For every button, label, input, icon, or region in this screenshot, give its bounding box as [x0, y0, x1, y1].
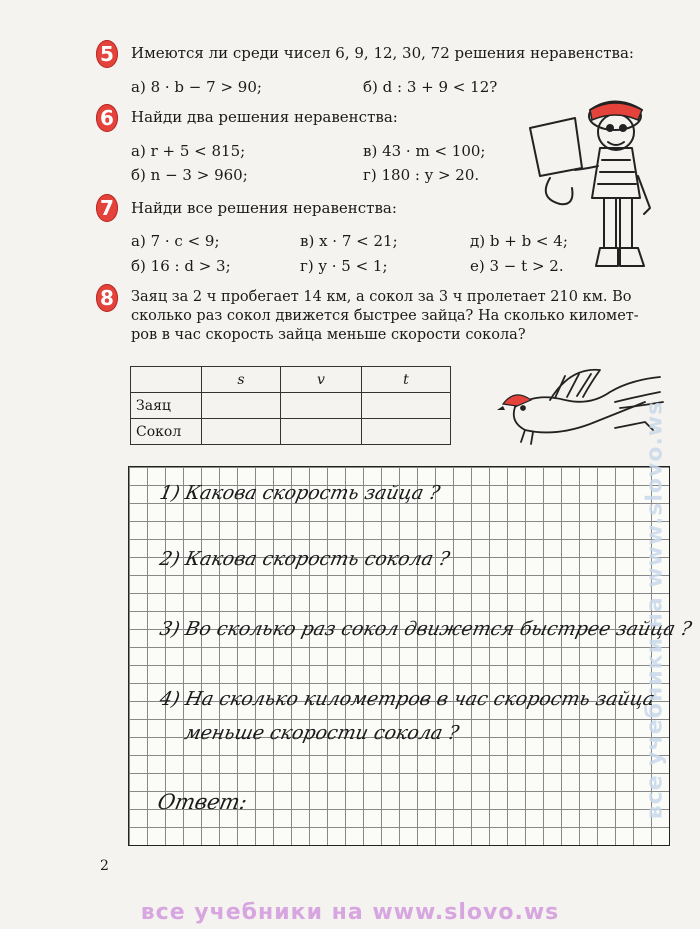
task-number-6: 6: [96, 104, 118, 132]
task-7-item-b: б) 16 : d > 3;: [131, 257, 231, 275]
handwritten-question-3: 3) Во сколько раз сокол движется быстрее зайца ?: [157, 618, 694, 640]
side-watermark: все учебники на www.slovo.ws: [642, 400, 668, 820]
bottom-watermark[interactable]: все учебники на www.slovo.ws: [140, 900, 560, 925]
task-7-item-v: в) x · 7 < 21;: [300, 232, 398, 250]
task-7-text: Найди все решения неравенства:: [131, 199, 397, 217]
task-6-item-a: а) r + 5 < 815;: [131, 142, 246, 160]
handwritten-question-2: 2) Какова скорость сокола ?: [157, 548, 452, 570]
task-7-item-g: г) y · 5 < 1;: [300, 257, 388, 275]
handwritten-question-4-line-2: меньше скорости сокола ?: [182, 722, 461, 744]
table-cell[interactable]: [202, 419, 281, 445]
handwritten-answer-label: Ответ:: [155, 790, 250, 814]
page-number: 2: [100, 858, 109, 874]
task-6-item-v: в) 43 · m < 100;: [363, 142, 486, 160]
task-6-item-b: б) n − 3 > 960;: [131, 166, 248, 184]
task-5-item-a: а) 8 · b − 7 > 90;: [131, 78, 262, 96]
task-7-item-d: д) b + b < 4;: [470, 232, 568, 250]
handwritten-question-4-line-1: 4) На сколько километров в час скорость зайца: [157, 688, 657, 710]
table-header-empty: [131, 367, 202, 393]
table-row: [131, 419, 451, 445]
table-cell[interactable]: [281, 419, 362, 445]
task-8-line-3: ров в час скорость зайца меньше скорости сокола?: [131, 327, 526, 343]
task-7-item-e: е) 3 − t > 2.: [470, 257, 564, 275]
task-8-line-1: Заяц за 2 ч пробегает 14 км, а сокол за 3 ч пролетает 210 км. Во: [131, 289, 632, 305]
table-header-v: v: [281, 367, 362, 393]
table-header-t: t: [362, 367, 451, 393]
task-5-item-b: б) d : 3 + 9 < 12?: [363, 78, 498, 96]
rates-table: [130, 366, 451, 445]
task-5-text: Имеются ли среди чисел 6, 9, 12, 30, 72 решения неравенства:: [131, 44, 634, 62]
table-header-s: s: [202, 367, 281, 393]
table-cell[interactable]: [362, 393, 451, 419]
table-row-label: Заяц: [131, 393, 202, 419]
task-number-7: 7: [96, 194, 118, 222]
task-8-line-2: сколько раз сокол движется быстрее зайца? На сколько километ-: [131, 308, 639, 324]
pirate-illustration: [520, 88, 670, 278]
task-6-item-g: г) 180 : y > 20.: [363, 166, 480, 184]
table-header-row: [131, 367, 451, 393]
task-number-8: 8: [96, 284, 118, 312]
notebook-grid[interactable]: [128, 466, 670, 846]
task-6-text: Найди два решения неравенства:: [131, 108, 398, 126]
handwritten-question-1: 1) Какова скорость зайца ?: [157, 482, 442, 504]
table-cell[interactable]: [202, 393, 281, 419]
table-cell[interactable]: [281, 393, 362, 419]
table-row-label: Сокол: [131, 419, 202, 445]
task-number-5: 5: [96, 40, 118, 68]
table-cell[interactable]: [362, 419, 451, 445]
task-7-item-a: а) 7 · c < 9;: [131, 232, 220, 250]
table-row: [131, 393, 451, 419]
